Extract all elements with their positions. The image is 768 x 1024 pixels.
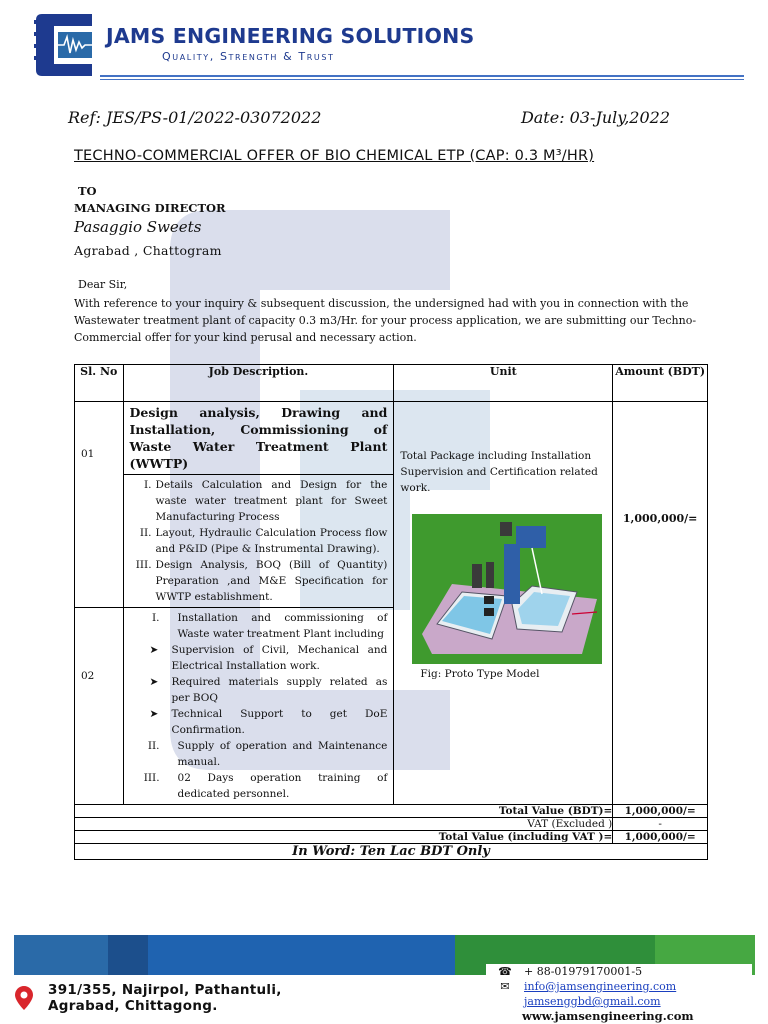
header-rule	[100, 75, 744, 77]
recipient-to: TO	[78, 184, 97, 198]
row-sl: 01	[75, 402, 124, 608]
letter-subject: TECHNO-COMMERCIAL OFFER OF BIO CHEMICAL ETP (CAP: 0.3 M³/HR)	[74, 148, 595, 164]
header-job-description: Job Description.	[123, 365, 394, 402]
location-pin-icon	[15, 986, 33, 1010]
header-rule-thin	[100, 79, 744, 80]
total-row	[75, 805, 708, 818]
list-item: III. 02 Days operation training of dedicated personnel.	[143, 772, 388, 800]
arrow-bullet-icon: ➤	[149, 676, 159, 688]
letter-body: With reference to your inquiry & subsequent discussion, the undersigned had with you in connection with the Wastewater treatment plant of capacity 0.3 m3/Hr. for your process application, we are submitting our Techno-Commercial offer for your kind perusal and necessary action.	[74, 297, 697, 344]
header-amount: Amount (BDT)	[613, 365, 708, 402]
list-item: I. Details Calculation and Design for the waste water treatment plant for Sweet Manufacturing Process	[144, 479, 388, 523]
footer-address	[48, 982, 282, 1014]
vat-label: VAT (Excluded )	[75, 818, 613, 831]
recipient-address: Agrabad , Chattogram	[74, 243, 222, 258]
total-vat-label: Total Value (including VAT )=	[75, 831, 613, 844]
footer-address-line: Agrabad, Chittagong.	[48, 998, 218, 1014]
footer-phone: + 88-01979170001-5	[524, 965, 643, 978]
footer-email-link[interactable]: info@jamsengineering.com	[524, 980, 677, 993]
list-item: II. Supply of operation and Maintenance manual.	[147, 740, 388, 768]
in-word-row	[75, 844, 708, 860]
total-value: 1,000,000/=	[613, 805, 708, 818]
figure-caption: Fig: Proto Type Model	[420, 668, 540, 680]
list-item: II. Layout, Hydraulic Calculation Process flow and P&ID (Pipe & Instrumental Drawing).	[139, 527, 388, 555]
email-icon: ✉	[500, 980, 510, 993]
table-header-row	[75, 365, 708, 402]
reference-number: Ref: JES/PS-01/2022-03072022	[68, 108, 322, 127]
header-unit: Unit	[394, 365, 613, 402]
unit-description: Total Package including Installation Supervision and Certification related work.	[400, 450, 598, 494]
row-sl: 02	[75, 608, 124, 805]
offer-table	[74, 364, 708, 860]
amount-value: 1,000,000/=	[613, 402, 708, 805]
total-label: Total Value (BDT)=	[75, 805, 613, 818]
total-vat-value: 1,000,000/=	[613, 831, 708, 844]
row-items	[124, 608, 394, 804]
footer-band	[148, 935, 508, 975]
arrow-bullet-icon: ➤	[149, 644, 159, 656]
phone-icon: ☎	[498, 965, 512, 978]
recipient-company: Pasaggio Sweets	[74, 218, 202, 236]
company-name: JAMS ENGINEERING SOLUTIONS	[106, 24, 475, 48]
list-item: III. Design Analysis, BOQ (Bill of Quantity) Preparation ,and M&E Specification for WWTP establishment.	[135, 559, 388, 603]
letter-date: Date: 03-July,2022	[520, 108, 670, 127]
salutation: Dear Sir,	[78, 278, 128, 291]
footer-contact	[486, 964, 752, 1023]
footer-email-link[interactable]: jamsenggbd@gmail.com	[524, 995, 661, 1008]
recipient-designation: MANAGING DIRECTOR	[74, 201, 226, 215]
sub-list-item: ➤ Supervision of Civil, Mechanical and Electrical Installation work.	[149, 644, 388, 672]
total-vat-row	[75, 831, 708, 844]
list-item: I. Installation and commissioning of Waste water treatment Plant including	[152, 612, 388, 640]
row-title: Design analysis, Drawing and Installation, Commissioning of Waste Water Treatment Plant (WWTP)	[129, 405, 388, 471]
vat-row	[75, 818, 708, 831]
header-sl: Sl. No	[75, 365, 124, 402]
footer-website[interactable]: www.jamsengineering.com	[522, 1009, 694, 1023]
row-items	[124, 474, 394, 607]
prototype-model-image	[412, 514, 602, 664]
company-logo-icon	[34, 12, 100, 78]
table-row	[75, 402, 708, 608]
sub-list-item: ➤ Required materials supply related as per BOQ	[149, 676, 388, 704]
footer-band	[108, 935, 148, 975]
footer-address-line: 391/355, Najirpol, Pathantuli,	[48, 982, 282, 998]
company-tagline: Quality, Strength & Trust	[162, 50, 335, 63]
amount-in-words: In Word: Ten Lac BDT Only	[75, 844, 708, 860]
arrow-bullet-icon: ➤	[149, 708, 159, 720]
vat-value: -	[613, 818, 708, 831]
sub-list-item: ➤ Technical Support to get DoE Confirmation.	[149, 708, 388, 736]
